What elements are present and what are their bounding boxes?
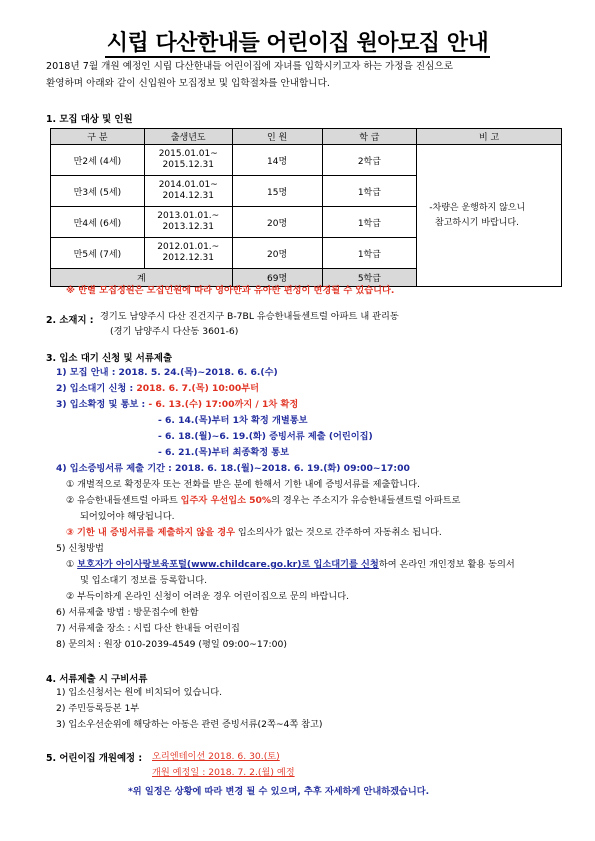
page-title: 시립 다산한내들 어린이집 원아모집 안내 [106, 31, 489, 56]
remarks-cell: -차량은 운행하지 않으니 참고하시기 바랍니다. [417, 145, 562, 287]
age-group-cell: 만4세 (6세) [51, 207, 145, 238]
intro-paragraph [46, 58, 566, 92]
section4-heading: 4. 서류제출 시 구비서류 [46, 674, 148, 685]
birth-range-cell: 2015.01.01~ 2015.12.31 [144, 145, 232, 176]
birth-range-cell: 2014.01.01~ 2014.12.31 [144, 176, 232, 207]
address-text: 경기도 남양주시 다산 진건지구 B-7BL 유승한내들센트럴 아파트 내 관리동 [100, 311, 399, 322]
header-cell: 출생년도 [144, 129, 232, 145]
required-doc-3: 3) 입소우선순위에 해당하는 아동은 관련 증빙서류(2쪽~4쪽 참고) [56, 719, 323, 730]
intro-line: 환영하며 아래와 같이 신입원아 모집정보 및 입학절차를 안내합니다. [46, 78, 330, 89]
class-warning-note: ※ 반별 모집정원은 모집인원에 따라 영아반과 유아반 편성이 변경될 수 있습니다. [66, 285, 395, 296]
address-detail: (경기 남양주시 다산동 3601-6) [110, 326, 239, 337]
classes-cell: 1학급 [322, 238, 417, 269]
recruitment-table [50, 128, 562, 287]
required-doc-1: 1) 입소신청서는 원에 비치되어 있습니다. [56, 687, 223, 698]
header-cell: 비 고 [417, 129, 562, 145]
header-cell: 인 원 [232, 129, 322, 145]
age-group-cell: 만5세 (7세) [51, 238, 145, 269]
application-method-2: ② 부득이하게 온라인 신청이 어려운 경우 어린이집으로 문의 바랍니다. [66, 591, 350, 602]
recruit-period: 1) 모집 안내 : 2018. 5. 24.(목)~2018. 6. 6.(수) [56, 367, 278, 378]
header-cell: 구 분 [51, 129, 145, 145]
submission-note-2: ② 유승한내들센트럴 아파트 입주자 우선입소 50%의 경우는 주소지가 유승한내들센트럴 아파트로 [66, 495, 461, 506]
total-count-cell: 69명 [232, 269, 322, 287]
header-cell: 학 급 [322, 129, 417, 145]
document-submission-period: 4) 입소증빙서류 제출 기간 : 2018. 6. 18.(월)~2018. 6. 19.(화) 09:00~17:00 [56, 463, 410, 474]
section5-heading: 5. 어린이집 개원예정 : [46, 753, 143, 764]
section1-heading: 1. 모집 대상 및 인원 [46, 114, 133, 125]
application-method-1-cont: 및 입소대기 정보를 등록합니다. [80, 575, 208, 586]
count-cell: 14명 [232, 145, 322, 176]
birth-range-cell: 2012.01.01.~ 2012.12.31 [144, 238, 232, 269]
age-group-cell: 만2세 (4세) [51, 145, 145, 176]
orientation-date: 오리엔테이션 2018. 6. 30.(토) [152, 751, 280, 762]
submission-note-3: ③ 기한 내 증빙서류를 제출하지 않을 경우 입소의사가 없는 것으로 간주하여 자동취소 됩니다. [66, 527, 442, 538]
classes-cell: 1학급 [322, 207, 417, 238]
opening-date: 개원 예정일 : 2018. 7. 2.(월) 예정 [152, 767, 295, 778]
age-group-cell: 만3세 (5세) [51, 176, 145, 207]
birth-range-cell: 2013.01.01.~ 2013.12.31 [144, 207, 232, 238]
classes-cell: 2학급 [322, 145, 417, 176]
submission-place: 7) 서류제출 장소 : 시립 다산 한내들 어린이집 [56, 623, 240, 634]
required-doc-2: 2) 주민등록등본 1부 [56, 703, 140, 714]
contact-info: 8) 문의처 : 원장 010-2039-4549 (평일 09:00~17:00) [56, 639, 287, 650]
application-method-1: ① 보호자가 아이사랑보육포털(www.childcare.go.kr)로 입소대기를 신청하여 온라인 개인정보 활용 동의서 [66, 559, 515, 570]
classes-cell: 1학급 [322, 176, 417, 207]
confirmation-step: - 6. 14.(목)부터 1차 확정 개별통보 [158, 415, 308, 426]
count-cell: 15명 [232, 176, 322, 207]
footer-notice: *위 일정은 상황에 따라 변경 될 수 있으며, 추후 자세하게 안내하겠습니다. [128, 786, 430, 797]
total-classes-cell: 5학급 [322, 269, 417, 287]
table-row [51, 145, 562, 176]
submission-note-2-cont: 되어있어야 해당됩니다. [80, 511, 175, 522]
section2-heading: 2. 소재지 : [46, 315, 94, 326]
submission-note-1: ① 개별적으로 확정문자 또는 전화를 받은 분에 한해서 기한 내에 증빙서류를 제출합니다. [66, 479, 420, 490]
count-cell: 20명 [232, 238, 322, 269]
admission-confirmation: 3) 입소확정 및 통보 : - 6. 13.(수) 17:00까지 / 1차 확정 [56, 399, 299, 410]
application-method-heading: 5) 신청방법 [56, 543, 104, 554]
confirmation-step: - 6. 21.(목)부터 최종확정 통보 [158, 447, 290, 458]
confirmation-step: - 6. 18.(월)~6. 19.(화) 증빙서류 제출 (어린이집) [158, 431, 373, 442]
submission-method: 6) 서류제출 방법 : 방문접수에 한함 [56, 607, 199, 618]
count-cell: 20명 [232, 207, 322, 238]
section3-heading: 3. 입소 대기 신청 및 서류제출 [46, 353, 173, 364]
total-label-cell: 계 [51, 269, 233, 287]
waitlist-application: 2) 입소대기 신청 : 2018. 6. 7.(목) 10:00부터 [56, 383, 260, 394]
table-header-row [51, 129, 562, 145]
intro-line: 2018년 7월 개원 예정인 시립 다산한내들 어린이집에 자녀를 입학시키고자 하는 가정을 진심으로 [46, 61, 453, 72]
